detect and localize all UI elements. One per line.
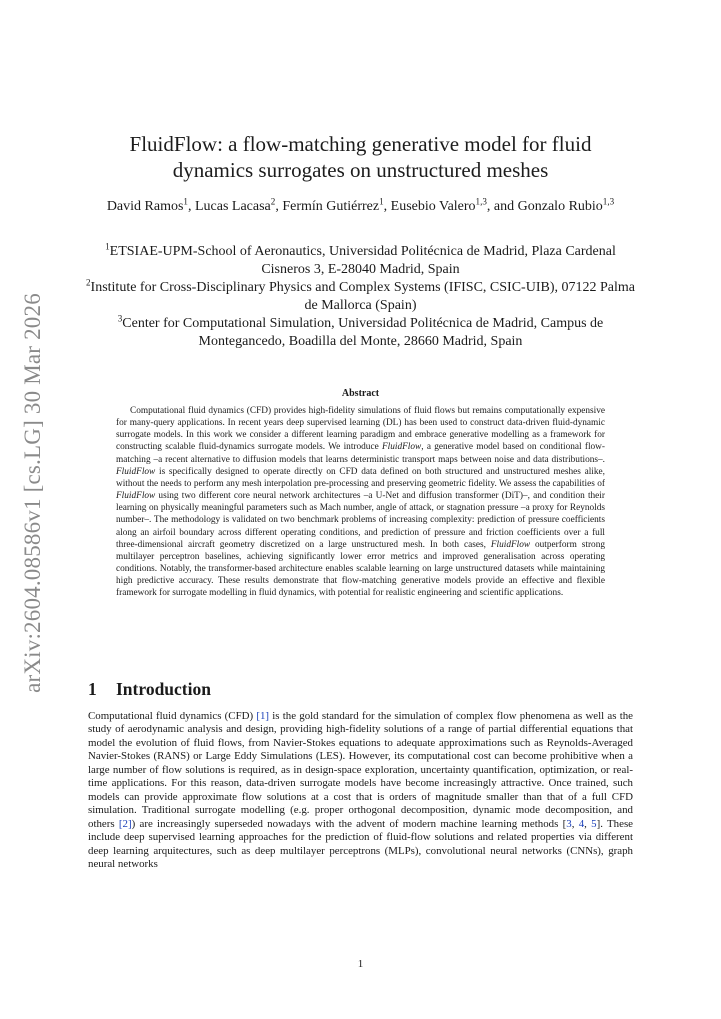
model-name-emphasis: FluidFlow	[381, 442, 422, 453]
affiliation-marker: 3	[117, 313, 123, 324]
affiliation-marker: 2	[86, 277, 91, 288]
citation-link[interactable]: 4	[578, 817, 585, 830]
author-separator: , and	[486, 199, 518, 214]
text-run: Computational fluid dynamics (CFD) provides high-fidelity simulations of fluid flows but remains computationally expensive for many-query applications. In recent years deep supervised learning (DL) has been used to construct data-driven fluid-dynamic surrogate models. In this work we consider a different learning paradigm and embrace generative modelling as a framework for constructing scalable fluid-dynamics surrogate models. We introduce	[116, 406, 605, 453]
arxiv-id-text: arXiv:2604.08586v1 [cs.LG] 30 Mar 2026	[20, 292, 46, 693]
text-run: using two different core neural network architectures –a U-Net and diffusion transformer (DiT)–, and condition their learning on physically meaningful parameters such as Mach number, angle of attack, or stagnation pressure –a proxy for Reynolds number–. The methodology is validated on two benchmark problems of increasing complexity: prediction of pressure coefficients along an airfoil boundary across different operating conditions, and prediction of pressure and friction coefficients over a full three-dimensional aircraft geometry discretized on a large unstructured mesh. In both cases,	[116, 491, 605, 550]
author-name: Lucas Lacasa	[194, 199, 271, 214]
citation-link[interactable]: [1]	[256, 710, 270, 722]
author-affiliation-marker: 2	[270, 196, 276, 207]
abstract-body	[116, 405, 605, 600]
affiliation-text: Center for Computational Simulation, Universidad Politécnica de Madrid, Campus de Montegancedo, Boadilla del Monte, 28660 Madrid, Spain	[122, 316, 604, 349]
model-name-emphasis: FluidFlow	[116, 466, 156, 477]
text-run: , a generative model based on conditional flow-matching –a recent alternative to diffusion models that learns deterministic transport maps between noise and data distributions–.	[116, 442, 605, 465]
text-run: ) are increasingly superseded nowadays with the advent of modern machine learning methods [	[131, 817, 567, 830]
text-run: is specifically designed to operate directly on CFD data defined on both structured and unstructured meshes alike, without the needs to perform any mesh interpolation pre-processing and preserving geometric fidelity. We assess the capabilities of	[116, 466, 605, 489]
section-title: Introduction	[116, 679, 211, 699]
text-run: ,	[571, 817, 579, 830]
citation-link[interactable]: [2]	[118, 817, 132, 830]
author-affiliation-marker: 1,3	[475, 196, 487, 207]
author-separator: ,	[187, 199, 195, 214]
introduction-paragraph	[88, 710, 633, 871]
author-name: Fermín Gutiérrez	[282, 199, 380, 214]
author-separator: ,	[383, 199, 391, 214]
text-run: is the gold standard for the simulation of complex flow phenomena as well as the study of aerodynamic analysis and design, providing high-fidelity solutions of a range of partial differential equations that model the evolution of fluid flows, from Navier-Stokes equations to adequate approximations such as Reynolds-Averaged Navier-Stokes (RANS) or Large Eddy Simulations (LES). However, its computational cost can become prohibitive when a large number of flow solutions is required, as in design-space exploration, uncertainty quantification, optimization, or real-time applications. For this reason, data-driven surrogate models have become increasingly attractive. Once trained, such models can provide approximate flow solutions at a cost that is orders of magnitude smaller than that of a full CFD simulation. Traditional surrogate modelling (e.g. proper orthogonal decomposition, dynamic mode decomposition, and others	[88, 710, 633, 830]
model-name-emphasis: FluidFlow	[116, 491, 156, 502]
affiliation	[80, 279, 641, 315]
paper-title: FluidFlow: a flow-matching generative model for fluid dynamics surrogates on unstructured meshes	[129, 132, 592, 182]
section-heading-introduction	[88, 678, 633, 700]
affiliation-text: ETSIAE-UPM-School of Aeronautics, Universidad Politécnica de Madrid, Plaza Cardenal Cisneros 3, E-28040 Madrid, Spain	[109, 244, 616, 277]
text-run: outperform strong multilayer perceptron baselines, achieving significantly lower error metrics and improved generalisation across operating conditions. Notably, the transformer-based architecture enables scalable learning on large unstructured datasets while maintaining high predictive accuracy. These results demonstrate that flow-matching generative models provide an effective and flexible framework for surrogate modelling in fluid dynamics, with potential for realistic engineering and scientific applications.	[116, 539, 605, 599]
author-affiliation-marker: 1,3	[602, 196, 615, 207]
model-name-emphasis: FluidFlow	[490, 539, 531, 550]
introduction-body	[88, 710, 633, 871]
author-name: Eusebio Valero	[390, 199, 476, 214]
text-run: ,	[584, 817, 592, 830]
abstract-paragraph	[116, 405, 605, 600]
author-separator: ,	[275, 199, 283, 214]
text-run: ]. These include deep supervised learning approaches for the prediction of fluid-flow solutions and related properties via different deep learning arquitectures, such as deep multilayer perceptrons (MLPs), convolutional neural networks (CNNs), graph neural networks	[88, 817, 634, 870]
page-number: 1	[357, 958, 364, 970]
affiliation	[80, 315, 641, 351]
section-number: 1	[88, 679, 97, 699]
affiliation-marker: 1	[105, 241, 110, 252]
abstract-heading: Abstract	[341, 388, 380, 399]
author-name: Gonzalo Rubio	[517, 199, 603, 214]
affiliation	[80, 243, 641, 279]
citation-link[interactable]: 3	[566, 817, 572, 830]
author-list	[88, 198, 633, 216]
arxiv-sidebar-identifier	[18, 292, 48, 693]
citation-link[interactable]: 5	[591, 817, 597, 830]
author-name: David Ramos	[106, 199, 184, 214]
affiliation-text: Institute for Cross-Disciplinary Physics and Complex Systems (IFISC, CSIC-UIB), 07122 Palma de Mallorca (Spain)	[90, 280, 635, 313]
text-run: Computational fluid dynamics (CFD)	[88, 710, 257, 722]
author-affiliation-marker: 1	[183, 196, 188, 207]
author-affiliation-marker: 1	[379, 196, 384, 207]
affiliation-list	[80, 243, 641, 351]
